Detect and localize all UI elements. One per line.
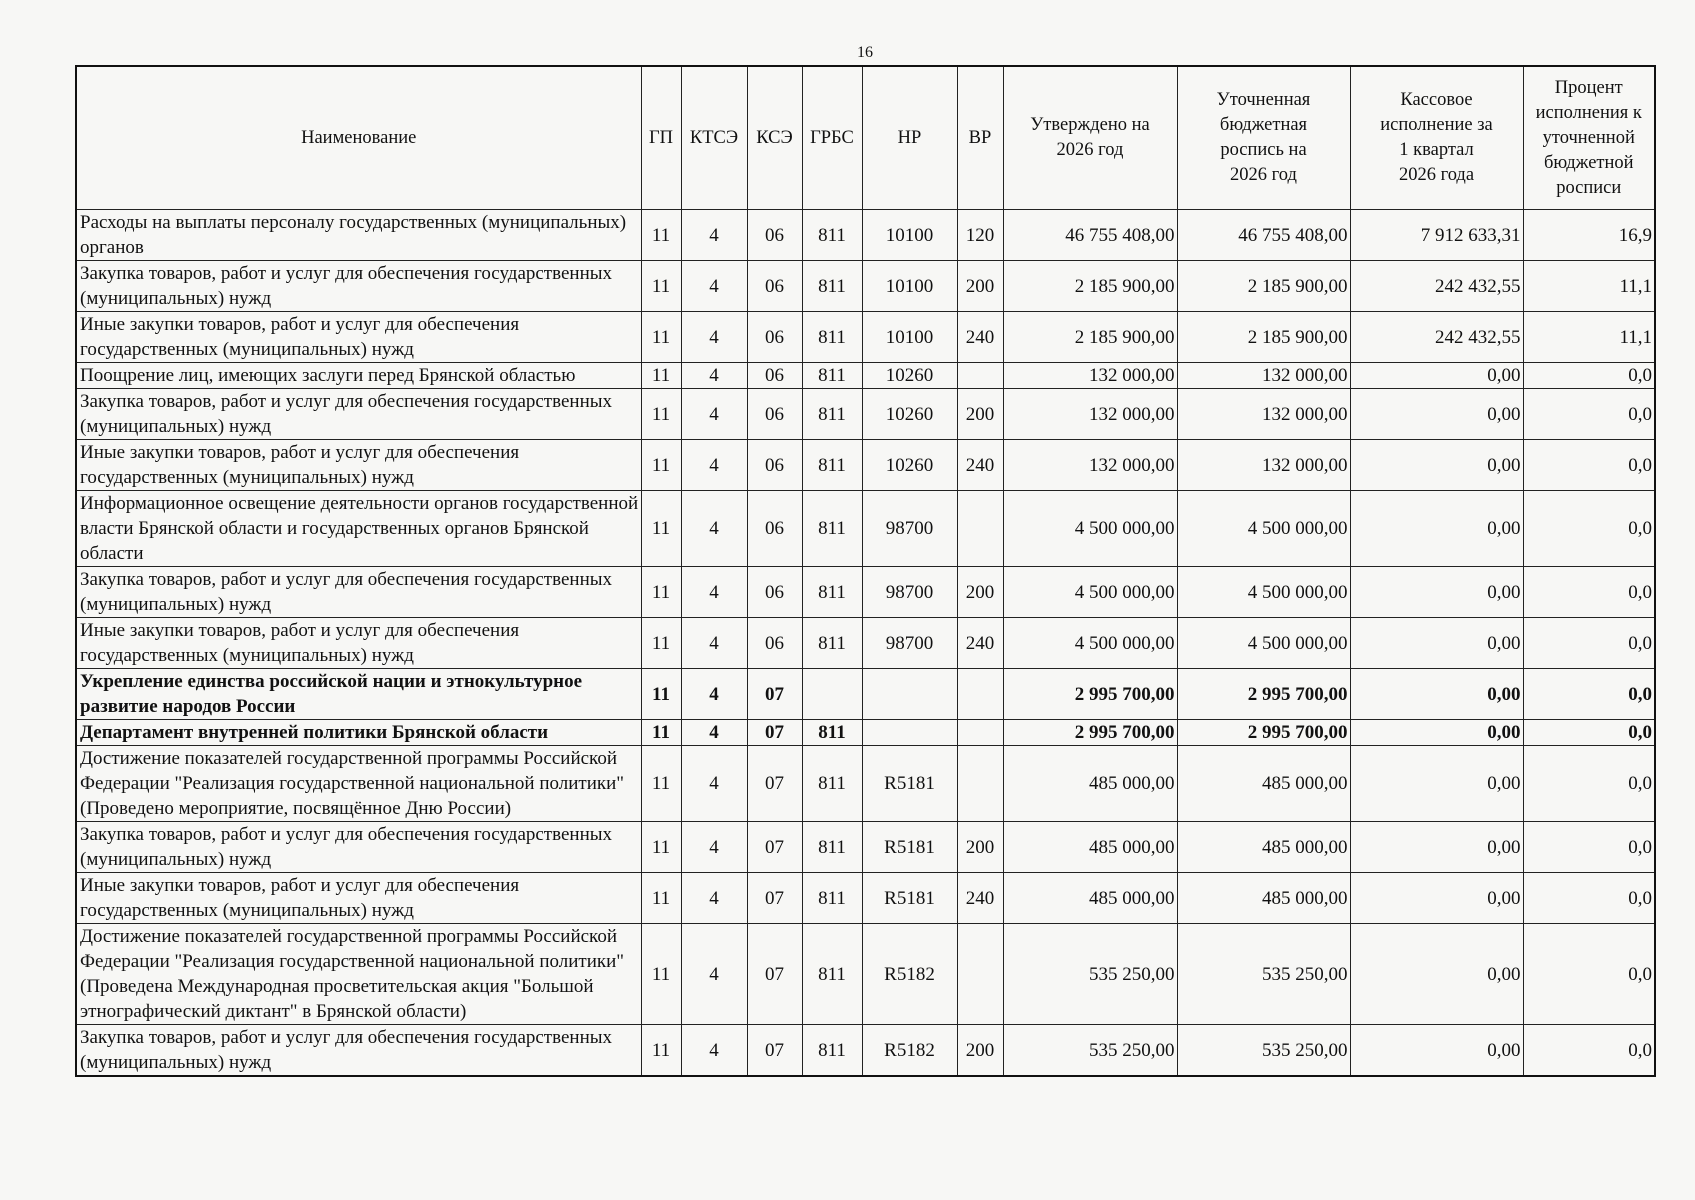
cell-kse: 06 <box>747 567 802 618</box>
cell-percent: 0,0 <box>1523 1025 1655 1077</box>
cell-approved: 4 500 000,00 <box>1003 567 1177 618</box>
table-row <box>76 822 1655 873</box>
cell-ktse: 4 <box>681 567 747 618</box>
cell-name: Информационное освещение деятельности органов государственной власти Брянской области и государственных органов Брянской области <box>76 491 641 567</box>
cell-cash: 0,00 <box>1350 491 1523 567</box>
cell-percent: 0,0 <box>1523 491 1655 567</box>
cell-name: Иные закупки товаров, работ и услуг для обеспечения государственных (муниципальных) нужд <box>76 312 641 363</box>
cell-gp: 11 <box>641 746 681 822</box>
cell-vr: 240 <box>957 312 1003 363</box>
table-row <box>76 491 1655 567</box>
cell-ktse: 4 <box>681 746 747 822</box>
cell-refined: 2 185 900,00 <box>1177 312 1350 363</box>
cell-approved: 2 185 900,00 <box>1003 261 1177 312</box>
cell-vr: 200 <box>957 1025 1003 1077</box>
cell-cash: 0,00 <box>1350 720 1523 746</box>
cell-nr: 10100 <box>862 261 957 312</box>
cell-cash: 242 432,55 <box>1350 312 1523 363</box>
cell-gp: 11 <box>641 440 681 491</box>
cell-gp: 11 <box>641 389 681 440</box>
table-row <box>76 312 1655 363</box>
cell-grbs: 811 <box>802 440 862 491</box>
page-number: 16 <box>857 44 873 61</box>
cell-vr <box>957 746 1003 822</box>
cell-kse: 06 <box>747 312 802 363</box>
cell-nr: 10260 <box>862 363 957 389</box>
cell-ktse: 4 <box>681 873 747 924</box>
table-row <box>76 363 1655 389</box>
cell-kse: 06 <box>747 363 802 389</box>
cell-name: Департамент внутренней политики Брянской области <box>76 720 641 746</box>
cell-vr <box>957 491 1003 567</box>
cell-gp: 11 <box>641 261 681 312</box>
cell-name: Достижение показателей государственной программы Российской Федерации "Реализация государственной национальной политики" (Проведена Международная просветительская акция "Большой этнографический диктант" в Брянской области) <box>76 924 641 1025</box>
cell-grbs: 811 <box>802 389 862 440</box>
cell-percent: 0,0 <box>1523 720 1655 746</box>
cell-refined: 2 995 700,00 <box>1177 720 1350 746</box>
cell-grbs: 811 <box>802 491 862 567</box>
cell-kse: 07 <box>747 669 802 720</box>
cell-approved: 2 185 900,00 <box>1003 312 1177 363</box>
cell-gp: 11 <box>641 822 681 873</box>
table-row <box>76 261 1655 312</box>
cell-kse: 06 <box>747 389 802 440</box>
cell-approved: 2 995 700,00 <box>1003 720 1177 746</box>
cell-percent: 0,0 <box>1523 440 1655 491</box>
cell-nr: 10260 <box>862 440 957 491</box>
header-nr: НР <box>862 66 957 210</box>
cell-vr: 240 <box>957 440 1003 491</box>
table-row <box>76 567 1655 618</box>
cell-refined: 485 000,00 <box>1177 873 1350 924</box>
cell-grbs: 811 <box>802 618 862 669</box>
cell-grbs: 811 <box>802 261 862 312</box>
cell-name: Иные закупки товаров, работ и услуг для обеспечения государственных (муниципальных) нужд <box>76 873 641 924</box>
cell-ktse: 4 <box>681 312 747 363</box>
cell-ktse: 4 <box>681 618 747 669</box>
table-row <box>76 389 1655 440</box>
cell-cash: 0,00 <box>1350 822 1523 873</box>
cell-percent: 0,0 <box>1523 389 1655 440</box>
cell-cash: 0,00 <box>1350 618 1523 669</box>
cell-percent: 0,0 <box>1523 746 1655 822</box>
cell-ktse: 4 <box>681 669 747 720</box>
cell-refined: 4 500 000,00 <box>1177 618 1350 669</box>
header-percent: Процент исполнения к уточненной бюджетной росписи <box>1523 66 1655 210</box>
cell-grbs: 811 <box>802 312 862 363</box>
cell-approved: 132 000,00 <box>1003 440 1177 491</box>
cell-gp: 11 <box>641 618 681 669</box>
cell-nr <box>862 720 957 746</box>
cell-approved: 535 250,00 <box>1003 924 1177 1025</box>
cell-nr: R5182 <box>862 1025 957 1077</box>
cell-name: Закупка товаров, работ и услуг для обеспечения государственных (муниципальных) нужд <box>76 261 641 312</box>
cell-vr: 240 <box>957 618 1003 669</box>
cell-cash: 7 912 633,31 <box>1350 210 1523 261</box>
cell-ktse: 4 <box>681 924 747 1025</box>
cell-percent: 0,0 <box>1523 363 1655 389</box>
cell-gp: 11 <box>641 312 681 363</box>
cell-ktse: 4 <box>681 1025 747 1077</box>
cell-ktse: 4 <box>681 822 747 873</box>
cell-gp: 11 <box>641 1025 681 1077</box>
cell-grbs: 811 <box>802 746 862 822</box>
cell-kse: 07 <box>747 746 802 822</box>
cell-grbs: 811 <box>802 363 862 389</box>
cell-vr: 240 <box>957 873 1003 924</box>
cell-vr: 200 <box>957 567 1003 618</box>
header-ktse: КТСЭ <box>681 66 747 210</box>
cell-ktse: 4 <box>681 210 747 261</box>
table-row <box>76 720 1655 746</box>
cell-gp: 11 <box>641 720 681 746</box>
cell-name: Закупка товаров, работ и услуг для обеспечения государственных (муниципальных) нужд <box>76 389 641 440</box>
header-kse: КСЭ <box>747 66 802 210</box>
cell-refined: 132 000,00 <box>1177 389 1350 440</box>
cell-cash: 0,00 <box>1350 669 1523 720</box>
cell-nr: 98700 <box>862 618 957 669</box>
cell-refined: 535 250,00 <box>1177 1025 1350 1077</box>
cell-grbs: 811 <box>802 1025 862 1077</box>
cell-cash: 0,00 <box>1350 440 1523 491</box>
table-body <box>76 210 1655 1077</box>
cell-cash: 0,00 <box>1350 746 1523 822</box>
cell-vr <box>957 363 1003 389</box>
cell-cash: 0,00 <box>1350 873 1523 924</box>
cell-grbs: 811 <box>802 873 862 924</box>
cell-gp: 11 <box>641 924 681 1025</box>
cell-nr: R5182 <box>862 924 957 1025</box>
cell-approved: 4 500 000,00 <box>1003 491 1177 567</box>
cell-kse: 07 <box>747 822 802 873</box>
cell-kse: 06 <box>747 440 802 491</box>
cell-vr <box>957 720 1003 746</box>
cell-vr: 200 <box>957 389 1003 440</box>
cell-name: Закупка товаров, работ и услуг для обеспечения государственных (муниципальных) нужд <box>76 1025 641 1077</box>
cell-cash: 0,00 <box>1350 924 1523 1025</box>
cell-kse: 07 <box>747 873 802 924</box>
cell-cash: 0,00 <box>1350 363 1523 389</box>
cell-approved: 132 000,00 <box>1003 389 1177 440</box>
cell-nr: 10100 <box>862 210 957 261</box>
cell-kse: 07 <box>747 720 802 746</box>
cell-approved: 535 250,00 <box>1003 1025 1177 1077</box>
cell-kse: 06 <box>747 618 802 669</box>
cell-percent: 0,0 <box>1523 567 1655 618</box>
cell-nr: 98700 <box>862 567 957 618</box>
cell-approved: 4 500 000,00 <box>1003 618 1177 669</box>
cell-percent: 0,0 <box>1523 822 1655 873</box>
cell-grbs: 811 <box>802 924 862 1025</box>
cell-refined: 485 000,00 <box>1177 822 1350 873</box>
table-row <box>76 924 1655 1025</box>
cell-nr: 98700 <box>862 491 957 567</box>
cell-refined: 2 995 700,00 <box>1177 669 1350 720</box>
cell-gp: 11 <box>641 669 681 720</box>
cell-refined: 2 185 900,00 <box>1177 261 1350 312</box>
table-row <box>76 210 1655 261</box>
cell-refined: 132 000,00 <box>1177 363 1350 389</box>
cell-approved: 485 000,00 <box>1003 746 1177 822</box>
cell-refined: 4 500 000,00 <box>1177 491 1350 567</box>
cell-kse: 07 <box>747 924 802 1025</box>
table-row <box>76 618 1655 669</box>
cell-vr <box>957 924 1003 1025</box>
cell-grbs <box>802 669 862 720</box>
header-gp: ГП <box>641 66 681 210</box>
header-refined: Уточненная бюджетная роспись на 2026 год <box>1177 66 1350 210</box>
cell-name: Поощрение лиц, имеющих заслуги перед Брянской областью <box>76 363 641 389</box>
cell-name: Закупка товаров, работ и услуг для обеспечения государственных (муниципальных) нужд <box>76 567 641 618</box>
cell-refined: 132 000,00 <box>1177 440 1350 491</box>
cell-nr: 10100 <box>862 312 957 363</box>
cell-cash: 242 432,55 <box>1350 261 1523 312</box>
header-approved: Утверждено на 2026 год <box>1003 66 1177 210</box>
header-cash: Кассовое исполнение за 1 квартал 2026 года <box>1350 66 1523 210</box>
cell-approved: 2 995 700,00 <box>1003 669 1177 720</box>
cell-approved: 46 755 408,00 <box>1003 210 1177 261</box>
cell-nr: R5181 <box>862 822 957 873</box>
cell-cash: 0,00 <box>1350 389 1523 440</box>
cell-cash: 0,00 <box>1350 567 1523 618</box>
cell-name: Иные закупки товаров, работ и услуг для обеспечения государственных (муниципальных) нужд <box>76 618 641 669</box>
cell-vr: 200 <box>957 822 1003 873</box>
cell-refined: 535 250,00 <box>1177 924 1350 1025</box>
cell-cash: 0,00 <box>1350 1025 1523 1077</box>
cell-nr: 10260 <box>862 389 957 440</box>
cell-percent: 0,0 <box>1523 924 1655 1025</box>
cell-percent: 11,1 <box>1523 312 1655 363</box>
cell-ktse: 4 <box>681 363 747 389</box>
header-name: Наименование <box>76 66 641 210</box>
cell-ktse: 4 <box>681 440 747 491</box>
cell-grbs: 811 <box>802 210 862 261</box>
cell-approved: 485 000,00 <box>1003 873 1177 924</box>
cell-grbs: 811 <box>802 822 862 873</box>
table-row <box>76 1025 1655 1077</box>
cell-percent: 16,9 <box>1523 210 1655 261</box>
cell-gp: 11 <box>641 873 681 924</box>
cell-gp: 11 <box>641 491 681 567</box>
cell-nr: R5181 <box>862 746 957 822</box>
cell-ktse: 4 <box>681 261 747 312</box>
cell-gp: 11 <box>641 210 681 261</box>
table-row <box>76 746 1655 822</box>
cell-approved: 485 000,00 <box>1003 822 1177 873</box>
cell-name: Достижение показателей государственной программы Российской Федерации "Реализация государственной национальной политики" (Проведено мероприятие, посвящённое Дню России) <box>76 746 641 822</box>
table-row <box>76 873 1655 924</box>
table-row <box>76 669 1655 720</box>
cell-vr: 120 <box>957 210 1003 261</box>
cell-grbs: 811 <box>802 567 862 618</box>
cell-name: Укрепление единства российской нации и этнокультурное развитие народов России <box>76 669 641 720</box>
cell-vr <box>957 669 1003 720</box>
cell-kse: 06 <box>747 261 802 312</box>
cell-nr <box>862 669 957 720</box>
budget-table <box>75 65 1656 1077</box>
header-vr: ВР <box>957 66 1003 210</box>
cell-gp: 11 <box>641 363 681 389</box>
cell-percent: 11,1 <box>1523 261 1655 312</box>
cell-kse: 06 <box>747 210 802 261</box>
cell-refined: 485 000,00 <box>1177 746 1350 822</box>
cell-percent: 0,0 <box>1523 618 1655 669</box>
cell-nr: R5181 <box>862 873 957 924</box>
cell-gp: 11 <box>641 567 681 618</box>
cell-percent: 0,0 <box>1523 669 1655 720</box>
cell-name: Расходы на выплаты персоналу государственных (муниципальных) органов <box>76 210 641 261</box>
cell-grbs: 811 <box>802 720 862 746</box>
table-header <box>76 66 1655 210</box>
cell-kse: 07 <box>747 1025 802 1077</box>
cell-name: Закупка товаров, работ и услуг для обеспечения государственных (муниципальных) нужд <box>76 822 641 873</box>
cell-refined: 46 755 408,00 <box>1177 210 1350 261</box>
cell-ktse: 4 <box>681 389 747 440</box>
cell-ktse: 4 <box>681 720 747 746</box>
cell-vr: 200 <box>957 261 1003 312</box>
cell-approved: 132 000,00 <box>1003 363 1177 389</box>
cell-name: Иные закупки товаров, работ и услуг для обеспечения государственных (муниципальных) нужд <box>76 440 641 491</box>
cell-kse: 06 <box>747 491 802 567</box>
cell-ktse: 4 <box>681 491 747 567</box>
header-grbs: ГРБС <box>802 66 862 210</box>
cell-refined: 4 500 000,00 <box>1177 567 1350 618</box>
cell-percent: 0,0 <box>1523 873 1655 924</box>
table-row <box>76 440 1655 491</box>
